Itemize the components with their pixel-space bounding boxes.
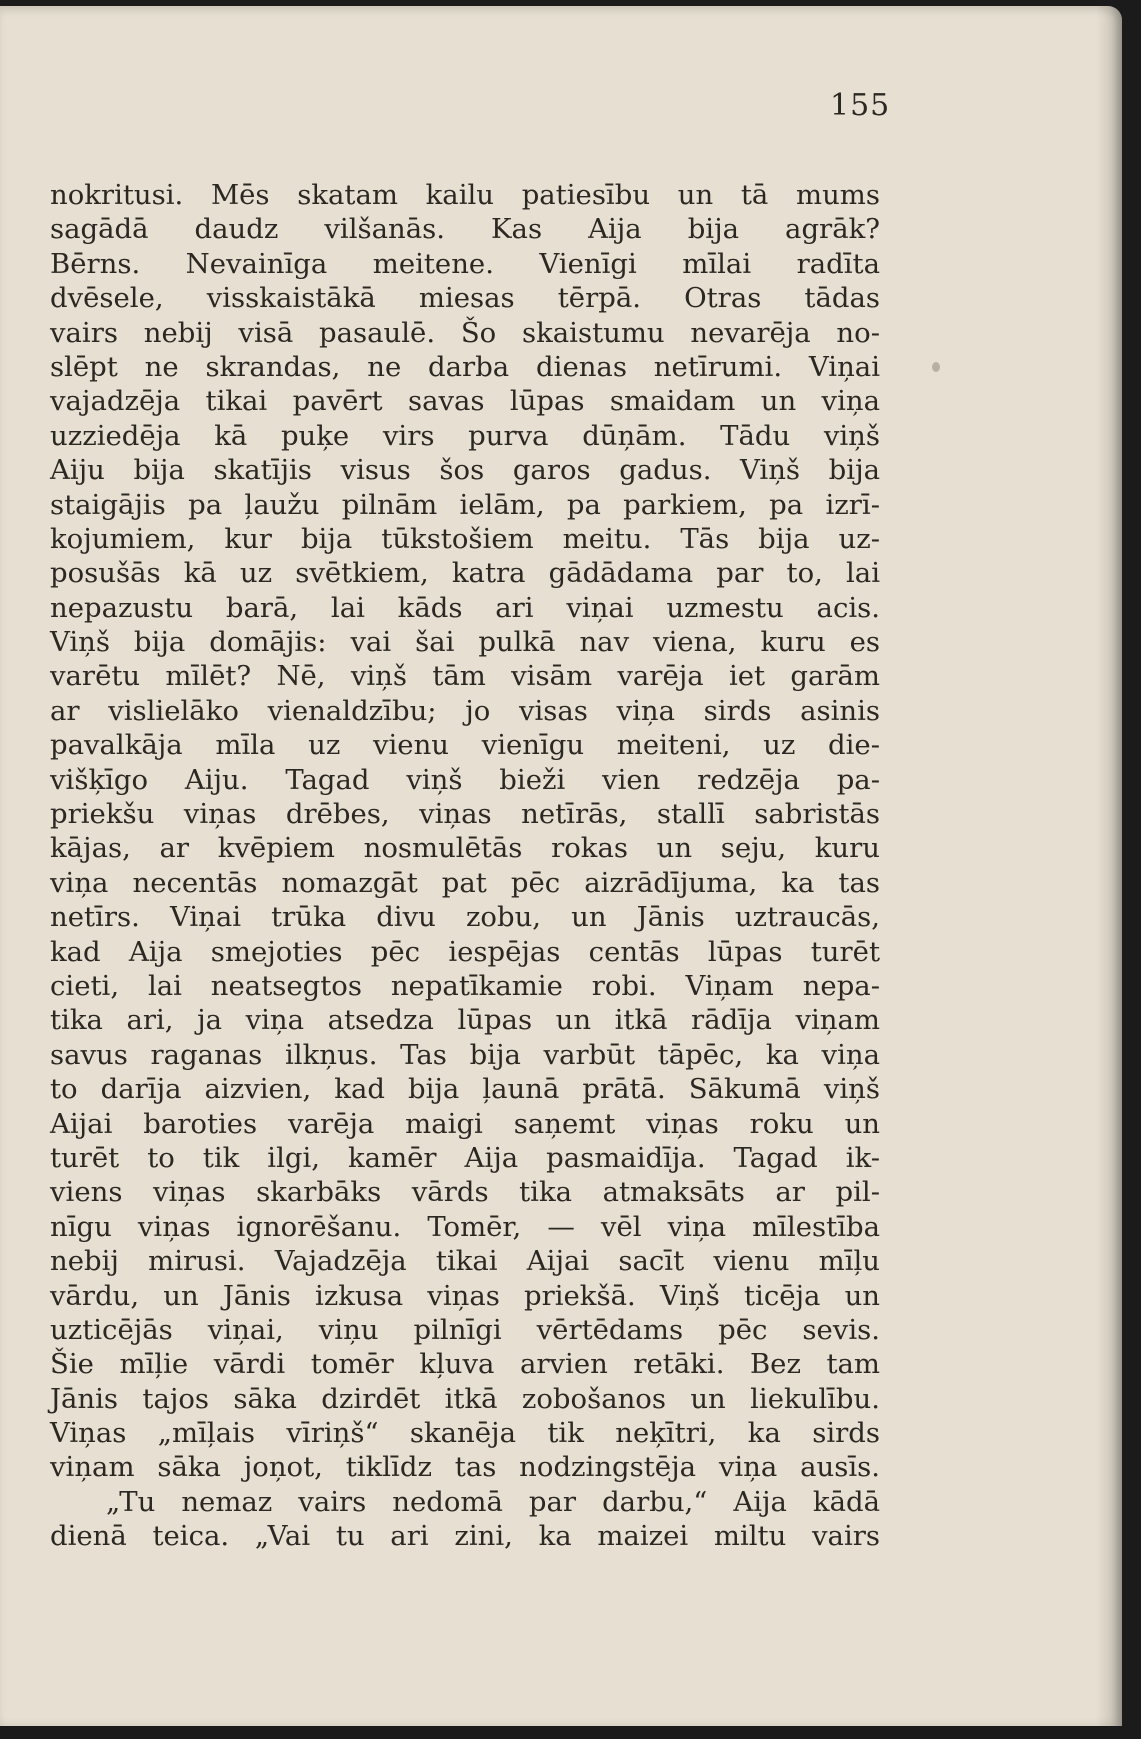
text-line: staigājis pa ļaužu pilnām ielām, pa parkiem, pa izrī-: [50, 488, 880, 521]
text-line: nepazustu barā, lai kāds ari viņai uzmestu acis.: [50, 591, 880, 624]
text-line: dvēsele, visskaistākā miesas tērpā. Otras tādas: [50, 282, 880, 315]
text-line: ar vislielāko vienaldzību; jo visas viņa sirds asinis: [50, 694, 880, 727]
text-line: to darīja aizvien, kad bija ļaunā prātā. Sākumā viņš: [50, 1073, 880, 1106]
text-line: Šie mīļie vārdi tomēr kļuva arvien retāki. Bez tam: [50, 1348, 880, 1381]
text-line: vajadzēja tikai pavērt savas lūpas smaidam un viņa: [50, 385, 880, 418]
text-line: Viņš bija domājis: vai šai pulkā nav viena, kuru es: [50, 626, 880, 659]
text-line: kājas, ar kvēpiem nosmulētās rokas un seju, kuru: [50, 832, 880, 865]
text-line: uzticējās viņai, viņu pilnīgi vērtēdams pēc sevis.: [50, 1313, 880, 1346]
page-edge-shadow: [1096, 6, 1122, 1726]
text-line: viņa necentās nomazgāt pat pēc aizrādījuma, ka tas: [50, 866, 880, 899]
text-line: posušās kā uz svētkiem, katra gādādama par to, lai: [50, 557, 880, 590]
body-text: [50, 178, 880, 1554]
page-number: 155: [830, 88, 891, 123]
book-page: [0, 6, 1122, 1726]
text-line: Viņas „mīļais vīriņš“ skanēja tik neķītri, ka sirds: [50, 1417, 880, 1450]
text-line: „Tu nemaz vairs nedomā par darbu,“ Aija kādā: [106, 1485, 880, 1518]
text-line: turēt to tik ilgi, kamēr Aija pasmaidīja. Tagad ik-: [50, 1141, 880, 1174]
text-line: Bērns. Nevainīga meitene. Vienīgi mīlai radīta: [50, 247, 880, 280]
text-line: viens viņas skarbāks vārds tika atmaksāts ar pil-: [50, 1176, 880, 1209]
text-line: kojumiem, kur bija tūkstošiem meitu. Tās bija uz-: [50, 522, 880, 555]
text-line: Aijai baroties varēja maigi saņemt viņas roku un: [50, 1107, 880, 1140]
text-line: pavalkāja mīla uz vienu vienīgu meiteni, uz die-: [50, 729, 880, 762]
text-line: priekšu viņas drēbes, viņas netīrās, stallī sabristās: [50, 798, 880, 831]
text-line: višķīgo Aiju. Tagad viņš bieži vien redzēja pa-: [50, 763, 880, 796]
paper-speck: [932, 362, 940, 372]
text-line: savus raganas ilkņus. Tas bija varbūt tāpēc, ka viņa: [50, 1038, 880, 1071]
text-line: nebij mirusi. Vajadzēja tikai Aijai sacīt vienu mīļu: [50, 1245, 880, 1278]
text-line: kad Aija smejoties pēc iespējas centās lūpas turēt: [50, 935, 880, 968]
text-line: Jānis tajos sāka dzirdēt itkā zobošanos un liekulību.: [50, 1382, 880, 1415]
text-line: nokritusi. Mēs skatam kailu patiesību un tā mums: [50, 179, 880, 211]
text-line: netīrs. Viņai trūka divu zobu, un Jānis uztraucās,: [50, 901, 880, 934]
text-line: sagādā daudz vilšanās. Kas Aija bija agrāk?: [50, 213, 880, 246]
text-line: vairs nebij visā pasaulē. Šo skaistumu nevarēja no-: [50, 316, 880, 349]
text-line: Aiju bija skatījis visus šos garos gadus. Viņš bija: [50, 454, 880, 487]
text-line: vārdu, un Jānis izkusa viņas priekšā. Viņš ticēja un: [50, 1279, 880, 1312]
text-line: viņam sāka joņot, tiklīdz tas nodzingstēja viņa ausīs.: [50, 1451, 880, 1484]
text-line: dienā teica. „Vai tu ari zini, ka maizei miltu vairs: [50, 1520, 880, 1553]
text-line: slēpt ne skrandas, ne darba dienas netīrumi. Viņai: [50, 350, 880, 383]
text-line: tika ari, ja viņa atsedza lūpas un itkā rādīja viņam: [50, 1004, 880, 1037]
text-line: cieti, lai neatsegtos nepatīkamie robi. Viņam nepa-: [50, 969, 880, 1002]
text-line: varētu mīlēt? Nē, viņš tām visām varēja iet garām: [50, 660, 880, 693]
text-line: nīgu viņas ignorēšanu. Tomēr, — vēl viņa mīlestība: [50, 1210, 880, 1243]
text-line: uzziedēja kā puķe virs purva dūņām. Tādu viņš: [50, 419, 880, 452]
